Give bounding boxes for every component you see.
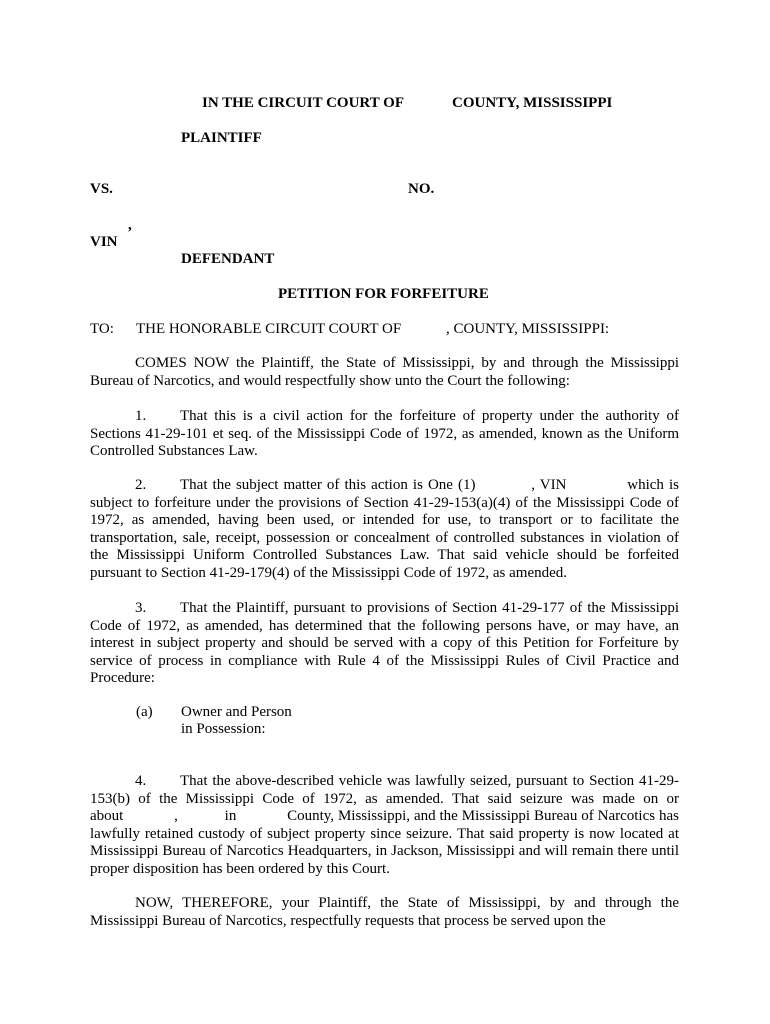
sub-item-a-line2: in Possession: xyxy=(181,721,266,737)
vs-label: VS. xyxy=(90,181,113,197)
to-county: , COUNTY, MISSISSIPPI: xyxy=(446,321,610,337)
to-label: TO: xyxy=(90,321,114,337)
paragraph-2 xyxy=(90,477,679,583)
to-court: THE HONORABLE CIRCUIT COURT OF xyxy=(136,321,402,337)
closing-paragraph: NOW, THEREFORE, your Plaintiff, the State of Mississippi, by and through the Mississippi Bureau of Narcotics, respectfully requests that process be served upon the xyxy=(90,895,679,929)
sub-item-a-line1: Owner and Person xyxy=(181,704,292,720)
paragraph-1 xyxy=(90,408,679,461)
defendant-name-comma: , xyxy=(128,217,132,233)
plaintiff-label: PLAINTIFF xyxy=(181,130,262,146)
vin-label: VIN xyxy=(90,234,118,250)
defendant-label: DEFENDANT xyxy=(181,251,275,267)
paragraph-4-number: 4. xyxy=(135,773,147,789)
intro-paragraph: COMES NOW the Plaintiff, the State of Mississippi, by and through the Mississippi Bureau of Narcotics, and would respectfully show unto the Court the following: xyxy=(90,355,679,389)
county-heading: COUNTY, MISSISSIPPI xyxy=(452,95,613,111)
paragraph-1-number: 1. xyxy=(135,408,147,424)
sub-item-a-label: (a) xyxy=(136,704,153,720)
paragraph-1-text: That this is a civil action for the forfeiture of property under the authority of Sections 41-29-101 et seq. of the Mississippi Code of 1972, as amended, known as the Uniform Controlled Substances Law. xyxy=(90,408,679,460)
paragraph-3-number: 3. xyxy=(135,600,147,616)
paragraph-4-text: That the above-described vehicle was lawfully seized, pursuant to Section 41-29-153(b) of the Mississippi Code of 1972, as amended. That said seizure was made on or about , in County, Mississippi, and the Mississippi Bureau of Narcotics has lawfully retained custody of subject property since seizure. That said property is now located at Mississippi Bureau of Narcotics Headquarters, in Jackson, Mississippi and will remain there until proper disposition has been ordered by this Court. xyxy=(90,773,679,877)
case-number-label: NO. xyxy=(408,181,435,197)
document-title: PETITION FOR FORFEITURE xyxy=(278,286,489,302)
paragraph-2-text: That the subject matter of this action is One (1) , VIN which is subject to forfeiture under the provisions of Section 41-29-153(a)(4) of the Mississippi Code of 1972, as amended, having been used, or intended for use, to transport or to facilitate the transportation, sale, receipt, possession or concealment of controlled substances in violation of the Mississippi Uniform Controlled Substances Law. That said vehicle should be forfeited pursuant to Section 41-29-179(4) of the Mississippi Code of 1972, as amended. xyxy=(90,477,679,581)
paragraph-3-text: That the Plaintiff, pursuant to provisions of Section 41-29-177 of the Mississippi Code of 1972, as amended, has determined that the following persons have, or may have, an interest in subject property and should be served with a copy of this Petition for Forfeiture by service of process in compliance with Rule 4 of the Mississippi Rules of Civil Practice and Procedure: xyxy=(90,600,679,687)
paragraph-4 xyxy=(90,773,679,879)
paragraph-3 xyxy=(90,600,679,688)
court-heading: IN THE CIRCUIT COURT OF xyxy=(202,95,405,111)
paragraph-2-number: 2. xyxy=(135,477,147,493)
